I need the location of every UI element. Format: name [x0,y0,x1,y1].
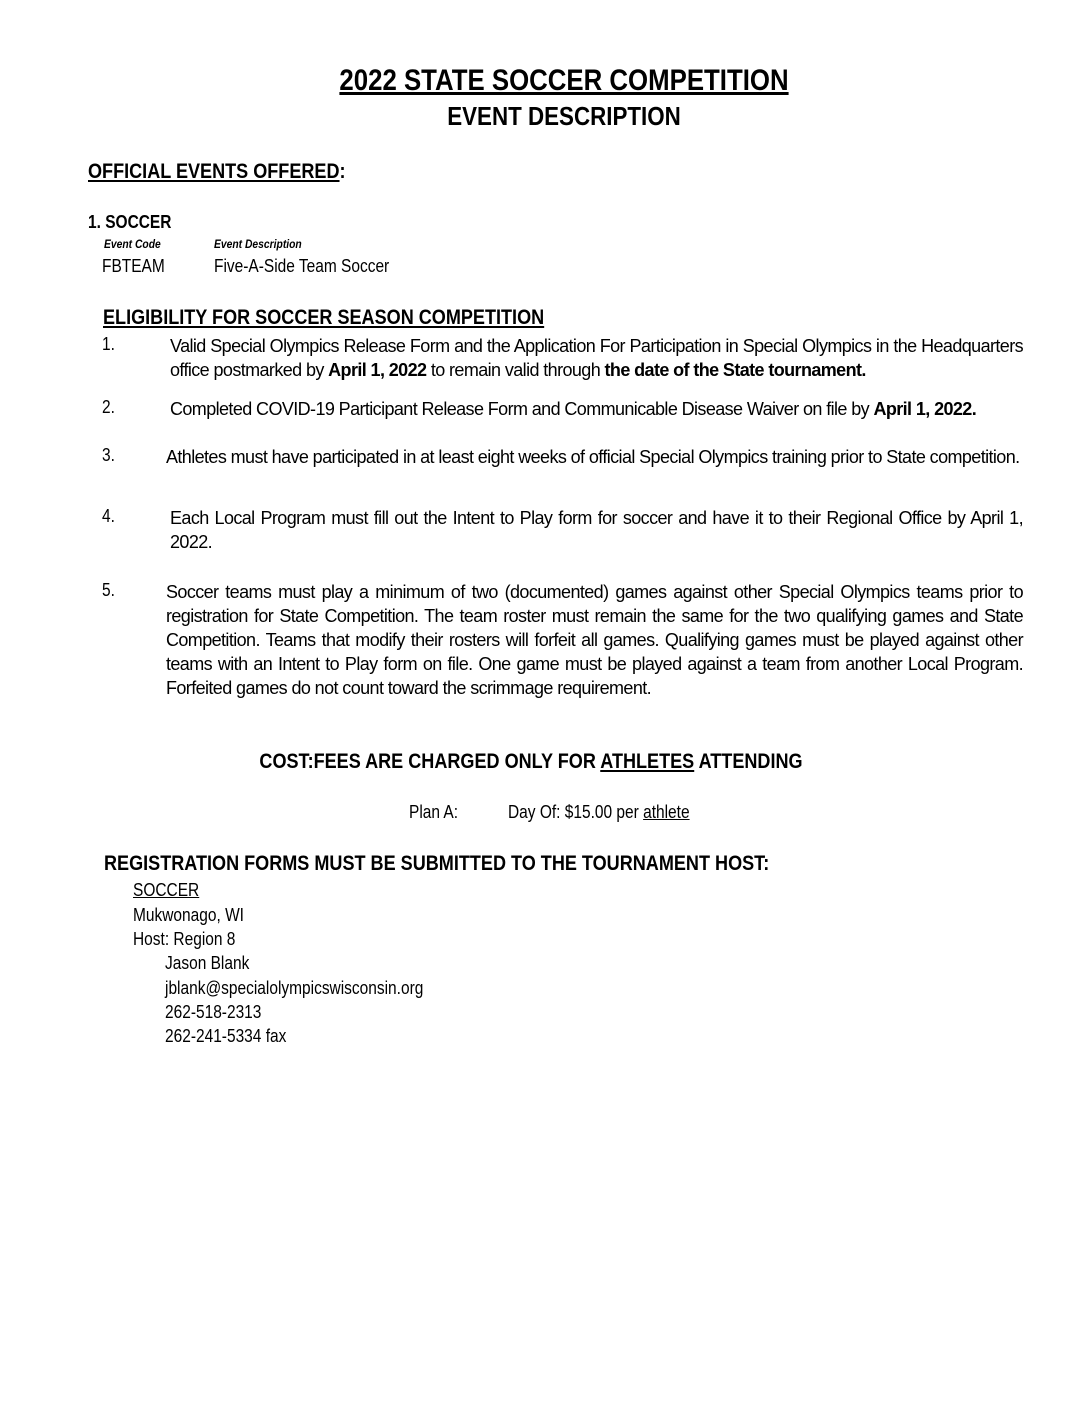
plan-fee-text: Day Of: $15.00 per [508,802,644,822]
eligibility-item-number: 1. [102,334,115,354]
eligibility-heading: ELIGIBILITY FOR SOCCER SEASON COMPETITION [103,306,545,329]
item-bold-date: April 1, 2022. [873,399,977,419]
contact-name: Jason Blank [165,953,250,973]
registration-sport: SOCCER [133,880,200,900]
plan-fee-unit: athlete [643,802,690,822]
item-text: to remain valid through [426,360,605,380]
sport-heading: 1. SOCCER [88,212,172,232]
item-text: Completed COVID-19 Participant Release Form and Communicable Disease Waiver on file by [170,399,874,419]
cost-heading [74,750,987,774]
official-events-heading-colon: : [339,160,346,183]
item-bold-deadline: the date of the State tournament. [604,360,866,380]
document-subtitle: EVENT DESCRIPTION [447,101,681,131]
event-code-column-label: Event Code [104,237,161,251]
cost-heading-text: COST:FEES ARE CHARGED ONLY FOR [259,750,601,773]
official-events-heading [88,160,346,184]
contact-phone: 262-518-2313 [165,1002,262,1022]
event-description: Five-A-Side Team Soccer [214,256,390,276]
eligibility-item-1 [170,334,1023,382]
document-title: 2022 STATE SOCCER COMPETITION [339,64,789,97]
cost-heading-text: ATTENDING [694,750,803,773]
eligibility-item-4: Each Local Program must fill out the Intent to Play form for soccer and have it to their Regional Office by April 1, 2022. [170,508,1023,552]
contact-email: jblank@specialolympicswisconsin.org [165,978,424,998]
plan-fee [508,802,690,823]
official-events-heading-text: OFFICIAL EVENTS OFFERED [88,160,340,183]
eligibility-item-5: Soccer teams must play a minimum of two (documented) games against other Special Olympics teams prior to registration for State Competition. The team roster must remain the same for the two qualifying games and State Competition. Teams that modify their rosters will forfeit all games. Qualifying games must be played against other teams with an Intent to Play form on file. One game must be played against a team from another Local Program. Forfeited games do not count toward the scrimmage requirement. [166,582,1023,698]
registration-heading: REGISTRATION FORMS MUST BE SUBMITTED TO THE TOURNAMENT HOST: [104,852,770,875]
plan-label: Plan A: [409,802,459,822]
event-description-column-label: Event Description [214,237,302,251]
eligibility-item-number: 2. [102,397,115,417]
registration-location: Mukwonago, WI [133,905,244,925]
eligibility-item-2 [170,397,1023,421]
eligibility-item-3: Athletes must have participated in at least eight weeks of official Special Olympics training prior to State competition. [166,447,1020,467]
item-bold-date: April 1, 2022 [328,360,427,380]
registration-host: Host: Region 8 [133,929,236,949]
cost-heading-underlined: ATHLETES [600,750,695,773]
event-code: FBTEAM [102,256,165,276]
eligibility-item-number: 5. [102,580,115,600]
eligibility-item-number: 4. [102,506,115,526]
eligibility-item-number: 3. [102,445,115,465]
contact-fax: 262-241-5334 fax [165,1026,287,1046]
item-text: Valid Special Olympics Release Form and the Application For Participation in Special Olympics in the Headquarters office postmarked by [170,336,1023,380]
